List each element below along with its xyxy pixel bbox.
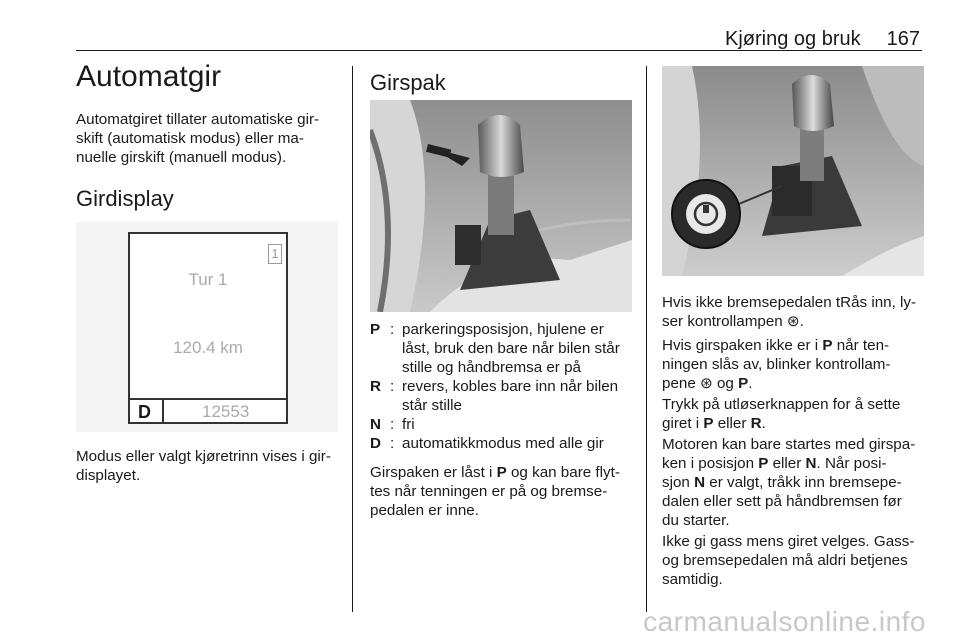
heading-girdisplay: Girdisplay [76,186,174,211]
gear-entry-p [370,320,634,377]
section-title: Kjøring og bruk [725,28,861,50]
display-panel [128,232,288,424]
gear-lever-photo [370,100,632,312]
gear-description: parkeringsposisjon, hjulene er låst, bruk den bare når bilen står stille og håndbremsa er på [402,321,620,376]
right-paragraph-1: Hvis ikke bremsepedalen tRås inn, ly- ser kontrollampen ⊛. [662,294,917,330]
gear-separator: : [390,435,395,452]
display-gear-divider [162,398,164,424]
gear-entry-d [370,434,634,453]
heading-girspak: Girspak [370,70,446,95]
trip-distance: 120.4 km [173,338,243,357]
gear-separator: : [390,321,395,338]
gear-lever-image [370,100,632,312]
right-paragraph-2: Hvis girspaken ikke er i P når ten- ningen slås av, blinker kontrollam- pene ⊛ og P. [662,337,891,392]
display-separator [130,398,286,400]
heading-automatgir: Automatgir [76,60,222,93]
odometer: 12553 [202,402,250,421]
gear-entry-n [370,415,634,434]
watermark: carmanualsonline.info [643,606,926,637]
gear-letter: R [370,378,381,395]
trip-icon: 1 [268,244,282,264]
gear-description: automatikkmodus med alle gir [402,435,604,452]
gear-letter: P [370,321,381,338]
gear-indicator: D [138,402,151,422]
gear-entry-r [370,377,634,415]
gear-letter: N [370,416,381,433]
release-button-photo [662,66,924,276]
gear-separator: : [390,416,395,433]
gear-display-illustration [76,222,338,432]
right-paragraph-5: Ikke gi gass mens giret velges. Gass- og bremsepedalen må aldri betjenes samtidig. [662,533,915,588]
lever-lock-paragraph: Girspaken er låst i P og kan bare flyt- tes når tenningen er på og bremse- pedalen er inne. [370,464,620,519]
intro-paragraph: Automatgiret tillater automatiske gir- skift (automatisk modus) eller ma- nuelle girskift (manuell modus). [76,111,320,166]
right-paragraph-3: Trykk på utløserknappen for å sette giret i P eller R. [662,396,901,432]
header-rule [76,50,922,51]
running-header [725,28,920,51]
display-caption: Modus eller valgt kjøretrinn vises i gir- displayet. [76,448,331,484]
gear-description: fri [402,416,415,433]
column-divider-left [352,66,353,612]
gear-separator: : [390,378,395,395]
page-number: 167 [886,28,920,50]
gear-letter: D [370,435,381,452]
right-paragraph-4: Motoren kan bare startes med girspa- ken i posisjon P eller N. Når posi- sjon N er valgt, tråkk inn bremsepe- dalen eller sett på håndbremsen før du starter. [662,436,916,529]
gear-description: revers, kobles bare inn når bilen står stille [402,378,619,414]
column-divider-right [646,66,647,612]
trip-label: Tur 1 [188,270,228,289]
release-button-image [662,66,924,276]
